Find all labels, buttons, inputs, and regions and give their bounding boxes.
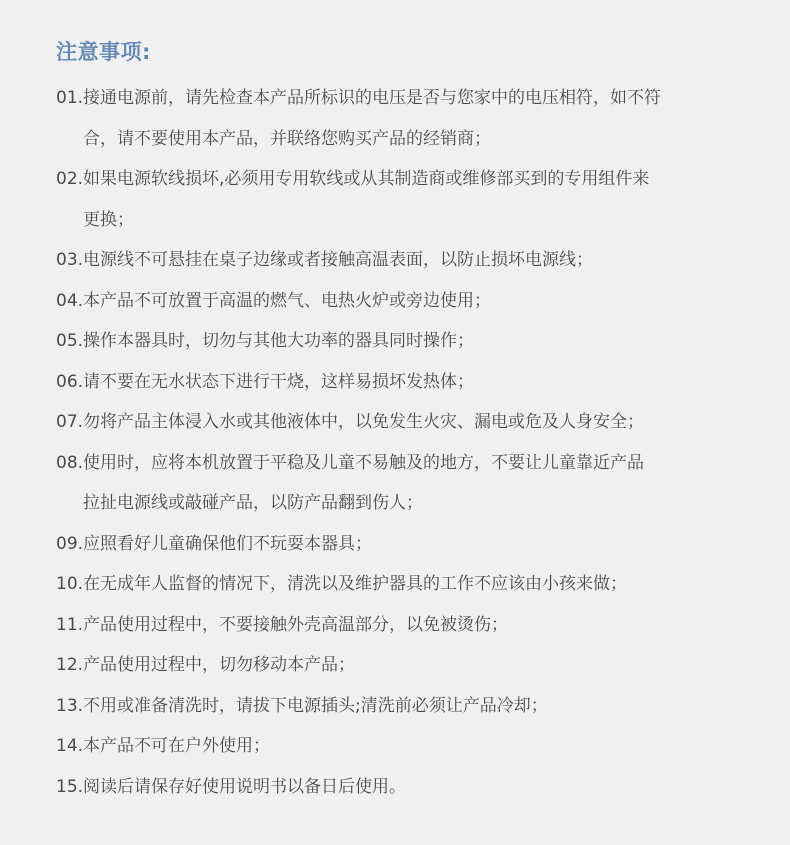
item-text: 勿将产品主体浸入水或其他液体中，以免发生火灾、漏电或危及人身安全； <box>83 412 644 432</box>
item-number: 05. <box>56 331 84 351</box>
list-item <box>56 605 756 646</box>
item-number: 13. <box>56 695 84 716</box>
list-item <box>56 767 756 808</box>
list-item <box>56 686 756 727</box>
list-item <box>56 281 756 322</box>
item-number: 14. <box>56 736 84 756</box>
list-item <box>56 159 756 240</box>
item-number: 07. <box>56 412 84 432</box>
item-number: 12. <box>56 655 84 675</box>
page-title: 注意事项: <box>56 40 151 64</box>
item-number: 04. <box>56 290 84 311</box>
item-text: 电源线不可悬挂在桌子边缘或者接触高温表面，以防止损坏电源线； <box>83 250 593 270</box>
item-number: 08. <box>56 452 84 473</box>
item-number: 11. <box>56 614 84 635</box>
list-item <box>56 78 756 159</box>
item-text: 不用或准备清洗时，请拔下电源插头;清洗前必须让产品冷却； <box>83 695 548 716</box>
list-item <box>56 240 756 281</box>
item-text: 产品使用过程中，不要接触外壳高温部分，以免被烫伤； <box>83 614 508 635</box>
item-text: 本产品不可在户外使用； <box>83 736 270 756</box>
item-number: 02. <box>56 169 84 189</box>
item-number: 09. <box>56 533 84 554</box>
item-text-continued: 更换； <box>83 209 134 230</box>
item-number: 01. <box>56 88 84 108</box>
list-item <box>56 402 756 443</box>
item-text-continued: 合，请不要使用本产品，并联络您购买产品的经销商； <box>83 128 491 149</box>
item-text: 使用时，应将本机放置于平稳及儿童不易触及的地方，不要让儿童靠近产品 <box>83 452 644 473</box>
item-text: 阅读后请保存好使用说明书以备日后使用。 <box>83 776 406 797</box>
item-number: 06. <box>56 371 84 392</box>
item-number: 15. <box>56 776 84 797</box>
item-text: 产品使用过程中，切勿移动本产品； <box>83 655 355 675</box>
list-item <box>56 362 756 403</box>
list-item <box>56 726 756 767</box>
item-text: 接通电源前，请先检查本产品所标识的电压是否与您家中的电压相符，如不符 <box>83 88 661 108</box>
list-item <box>56 524 756 565</box>
item-text: 请不要在无水状态下进行干烧，这样易损坏发热体； <box>83 371 474 392</box>
list-item <box>56 564 756 605</box>
list-item <box>56 321 756 362</box>
notice-list <box>56 78 756 807</box>
item-text: 操作本器具时，切勿与其他大功率的器具同时操作； <box>83 331 474 351</box>
item-number: 10. <box>56 574 84 594</box>
item-text: 在无成年人监督的情况下，清洗以及维护器具的工作不应该由小孩来做； <box>83 574 627 594</box>
list-item <box>56 645 756 686</box>
item-text: 本产品不可放置于高温的燃气、电热火炉或旁边使用； <box>83 290 491 311</box>
list-item <box>56 443 756 524</box>
item-number: 03. <box>56 250 84 270</box>
item-text: 如果电源软线损坏,必须用专用软线或从其制造商或维修部买到的专用组件来 <box>83 169 650 189</box>
item-text: 应照看好儿童确保他们不玩耍本器具； <box>83 533 372 554</box>
item-text-continued: 拉扯电源线或敲碰产品，以防产品翻到伤人； <box>83 493 423 513</box>
